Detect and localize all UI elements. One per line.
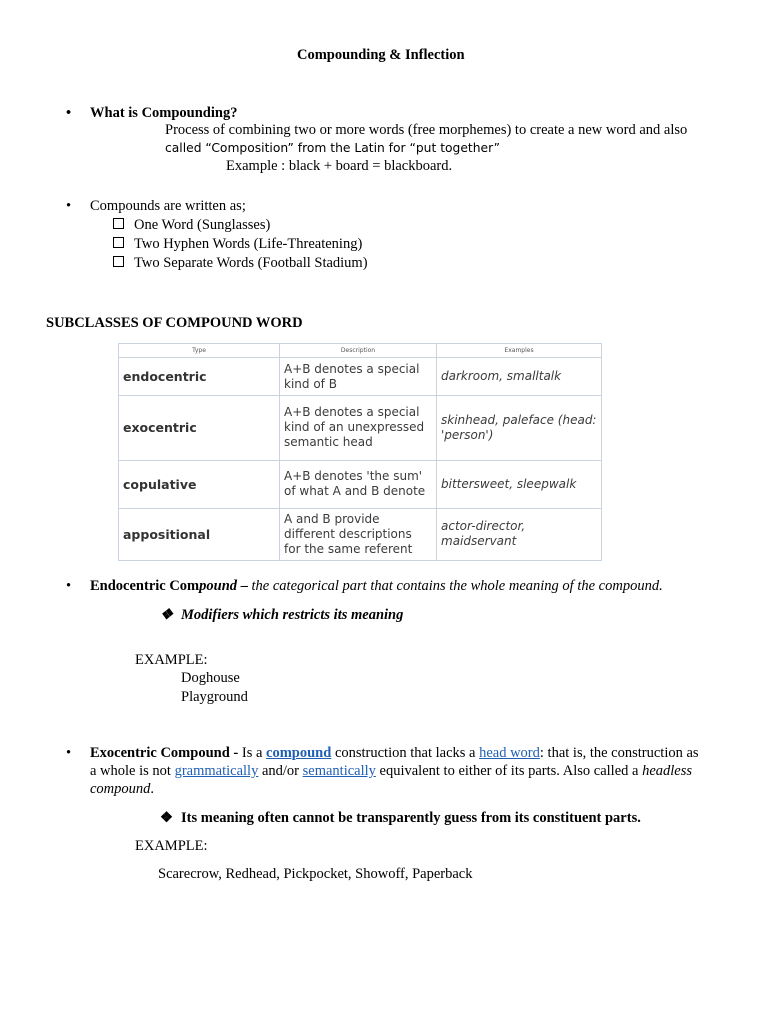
table-cell-description: A+B denotes a special kind of an unexpressed semantic head (280, 396, 437, 460)
written-as-item (113, 217, 270, 234)
table-cell-description: A+B denotes 'the sum' of what A and B denote (280, 460, 437, 508)
exocentric-text: construction that lacks a (331, 745, 480, 761)
written-as-item-label: Two Separate Words (Football Stadium) (134, 255, 368, 271)
table-cell-description: A+B denotes a special kind of B (280, 358, 437, 396)
table-cell-examples: bittersweet, sleepwalk (437, 460, 602, 508)
diamond-bullet-icon: ❖ (160, 810, 173, 826)
diamond-bullet-icon: ❖ (160, 607, 173, 623)
endocentric-note (160, 607, 403, 624)
table-header: Type (119, 344, 280, 358)
written-as-item (113, 236, 362, 253)
exocentric-text: a whole is not (90, 763, 175, 779)
checkbox-icon (113, 218, 124, 229)
head-word-link[interactable]: head word (479, 745, 540, 761)
endocentric-example: Playground (181, 689, 248, 705)
exocentric-note-text: Its meaning often cannot be transparently guess from its constituent parts. (181, 810, 641, 826)
checkbox-icon (113, 256, 124, 267)
table-row (119, 508, 602, 560)
endocentric-example: Doghouse (181, 670, 240, 686)
exocentric-definition-line3 (90, 781, 154, 798)
table-row (119, 460, 602, 508)
endocentric-term: Endocentric Com (90, 578, 200, 594)
what-is-line2: called “Composition” from the Latin for “put together” (165, 141, 501, 155)
written-as-item-label: Two Hyphen Words (Life-Threatening) (134, 236, 363, 252)
exocentric-examples: Scarecrow, Redhead, Pickpocket, Showoff, Paperback (158, 866, 473, 882)
endocentric-dash: – (237, 578, 252, 594)
subclasses-heading: SUBCLASSES OF COMPOUND WORD (46, 315, 303, 331)
table-header: Examples (437, 344, 602, 358)
table-cell-examples: actor-director, maidservant (437, 508, 602, 560)
exocentric-definition-line2 (90, 763, 692, 780)
table-cell-examples: skinhead, paleface (head: 'person') (437, 396, 602, 460)
written-as-item-label: One Word (Sunglasses) (134, 217, 271, 233)
table-cell-description: A and B provide different descriptions for the same referent (280, 508, 437, 560)
exocentric-text: equivalent to either of its parts. Also called a (375, 763, 643, 779)
table-header-row (119, 344, 602, 358)
exocentric-text: headless (642, 763, 693, 779)
subclasses-table (118, 343, 602, 561)
exocentric-note (160, 810, 641, 827)
grammatically-link[interactable]: grammatically (174, 763, 259, 779)
what-is-example: Example : black + board = blackboard. (226, 158, 453, 174)
semantically-link[interactable]: semantically (302, 763, 376, 779)
table-cell-type: copulative (119, 460, 280, 508)
exocentric-text: compound (90, 781, 151, 797)
compound-link[interactable]: compound (266, 745, 332, 761)
endocentric-term-end: pound (199, 578, 238, 594)
checkbox-icon (113, 237, 124, 248)
exocentric-definition-line1 (90, 745, 699, 762)
table-cell-type: appositional (119, 508, 280, 560)
exocentric-text: . (150, 781, 155, 797)
table-cell-type: exocentric (119, 396, 280, 460)
table-row (119, 358, 602, 396)
endocentric-example-label: EXAMPLE: (135, 652, 208, 668)
table-row (119, 396, 602, 460)
endocentric-definition (90, 578, 663, 595)
table-cell-type: endocentric (119, 358, 280, 396)
exocentric-text: and/or (258, 763, 303, 779)
written-as-intro: • Compounds are written as; (90, 198, 246, 215)
exocentric-term: Exocentric Compound - (90, 745, 239, 761)
written-as-item (113, 255, 368, 272)
what-is-heading: • What is Compounding? (90, 105, 237, 122)
table-header: Description (280, 344, 437, 358)
what-is-line1: Process of combining two or more words (free morphemes) to create a new word and also (165, 122, 688, 138)
endocentric-note-text: Modifiers which restricts its meaning (181, 607, 404, 623)
exocentric-text: : that is, the construction as (539, 745, 699, 761)
endocentric-text: the categorical part that contains the whole meaning of the compound. (251, 578, 663, 594)
page-title: Compounding & Inflection (297, 47, 465, 63)
exocentric-text: Is a (238, 745, 267, 761)
exocentric-example-label: EXAMPLE: (135, 838, 208, 854)
table-cell-examples: darkroom, smalltalk (437, 358, 602, 396)
